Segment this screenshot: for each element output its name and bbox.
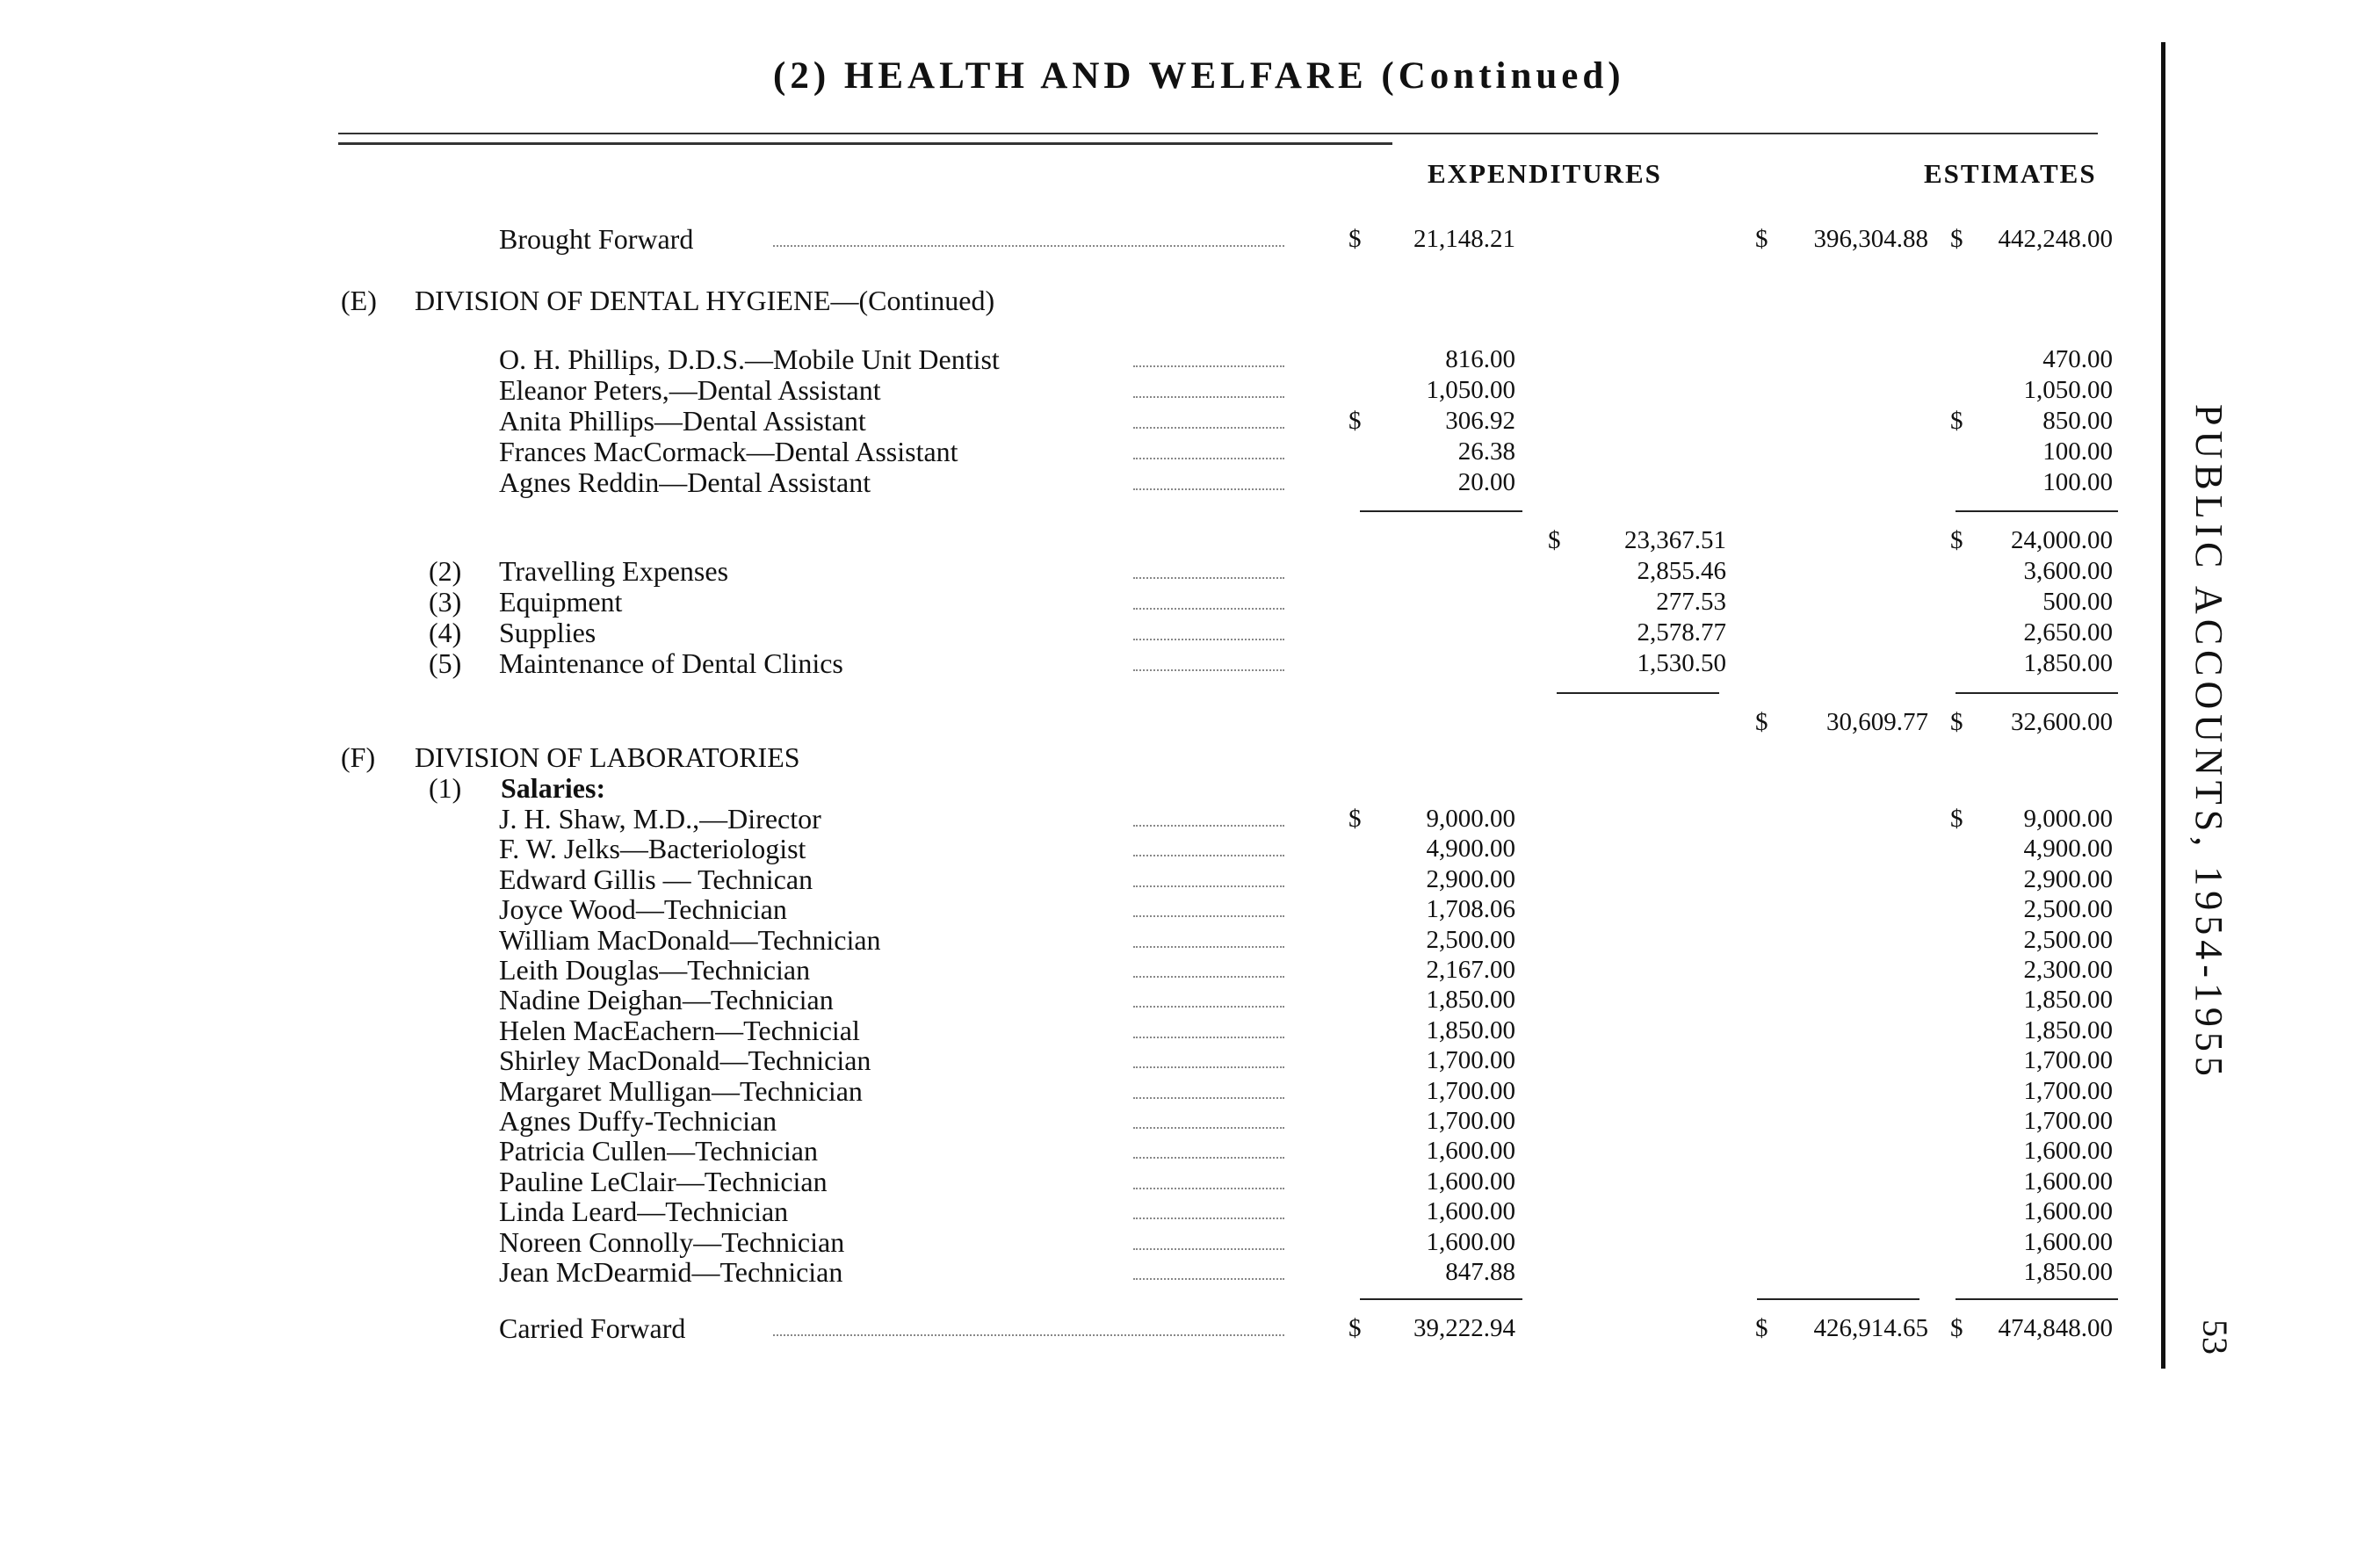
leader-dots xyxy=(1133,572,1284,579)
currency-sign: $ xyxy=(1348,225,1362,253)
exp-amount: 26.38 xyxy=(1457,437,1515,466)
currency-sign: $ xyxy=(1950,225,1963,253)
est-amount: 100.00 xyxy=(2042,468,2113,496)
leader-dots xyxy=(1133,1031,1284,1038)
sub-amount: 277.53 xyxy=(1656,588,1726,616)
staff-name: Helen MacEachern—Technicial xyxy=(499,1014,860,1046)
leader-dots xyxy=(1133,1092,1284,1099)
leader-dots xyxy=(1133,849,1284,856)
exp-amount: 1,700.00 xyxy=(1426,1076,1515,1105)
est-amount: 1,850.00 xyxy=(2023,649,2113,677)
staff-name: Pauline LeClair—Technician xyxy=(499,1165,828,1197)
est-amount: 1,700.00 xyxy=(2023,1076,2113,1105)
est-amount: 1,850.00 xyxy=(2023,1258,2113,1286)
staff-row xyxy=(0,344,2126,375)
expense-label: Maintenance of Dental Clinics xyxy=(499,647,843,679)
exp-amount: 1,600.00 xyxy=(1426,1137,1515,1166)
leader-dots xyxy=(1133,910,1284,917)
tot-amount: 30,609.77 xyxy=(1826,708,1928,736)
est-amount: 850.00 xyxy=(2042,407,2113,435)
item-number: (2) xyxy=(429,555,462,587)
staff-name: Nadine Deighan—Technician xyxy=(499,984,834,1016)
page-number: 53 xyxy=(2195,1319,2235,1355)
exp-amount: 1,700.00 xyxy=(1426,1107,1515,1135)
staff-row xyxy=(0,834,2126,864)
leader-dots xyxy=(1133,1001,1284,1008)
est-amount: 4,900.00 xyxy=(2023,835,2113,863)
salaries-subheader xyxy=(0,773,2126,804)
staff-row xyxy=(0,1136,2126,1167)
staff-row xyxy=(0,1227,2126,1258)
leader-dots xyxy=(1133,603,1284,610)
total-rule xyxy=(1360,1298,1522,1300)
staff-row xyxy=(0,1257,2126,1288)
currency-sign: $ xyxy=(1755,708,1768,736)
expense-label: Travelling Expenses xyxy=(499,555,729,587)
item-number: (3) xyxy=(429,586,462,618)
exp-amount: 1,600.00 xyxy=(1426,1197,1515,1226)
est-amount: 1,050.00 xyxy=(2023,376,2113,404)
est-amount: 3,600.00 xyxy=(2023,557,2113,585)
leader-dots xyxy=(1133,1182,1284,1189)
exp-amount: 1,600.00 xyxy=(1426,1227,1515,1256)
exp-amount: 1,708.06 xyxy=(1426,895,1515,924)
staff-row xyxy=(0,1045,2126,1076)
leader-dots xyxy=(1133,391,1284,398)
tot-amount: 426,914.65 xyxy=(1813,1314,1928,1342)
leader-dots xyxy=(1133,880,1284,887)
page-title: (2) HEALTH AND WELFARE (Continued) xyxy=(773,55,1625,97)
staff-name: Leith Douglas—Technician xyxy=(499,954,811,986)
brought-forward-label: Brought Forward xyxy=(499,223,694,255)
exp-amount: 39,222.94 xyxy=(1413,1314,1515,1342)
staff-row xyxy=(0,1015,2126,1046)
sub-amount: 2,578.77 xyxy=(1637,618,1726,647)
currency-sign: $ xyxy=(1348,407,1362,435)
exp-amount: 2,500.00 xyxy=(1426,925,1515,954)
currency-sign: $ xyxy=(1950,1314,1963,1342)
sub-amount: 1,530.50 xyxy=(1637,649,1726,677)
leader-dots xyxy=(1133,1122,1284,1129)
section-letter: (F) xyxy=(341,741,376,773)
item-number: (5) xyxy=(429,647,462,679)
staff-name: O. H. Phillips, D.D.S.—Mobile Unit Dentist xyxy=(499,343,1000,375)
staff-name: Eleanor Peters,—Dental Assistant xyxy=(499,374,881,406)
currency-sign: $ xyxy=(1348,805,1362,833)
staff-name: Margaret Mulligan—Technician xyxy=(499,1074,863,1107)
margin-rule xyxy=(2161,42,2165,1369)
est-amount: 32,600.00 xyxy=(2011,708,2113,736)
item-number: (4) xyxy=(429,617,462,648)
leader-dots xyxy=(1133,360,1284,367)
staff-row xyxy=(0,894,2126,925)
currency-sign: $ xyxy=(1950,407,1963,435)
est-amount: 2,500.00 xyxy=(2023,895,2113,924)
staff-name: Linda Leard—Technician xyxy=(499,1196,789,1228)
exp-amount: 1,600.00 xyxy=(1426,1167,1515,1196)
staff-row xyxy=(0,437,2126,467)
staff-row xyxy=(0,955,2126,986)
leader-dots xyxy=(1133,1273,1284,1280)
est-amount: 1,700.00 xyxy=(2023,1046,2113,1075)
est-amount: 1,600.00 xyxy=(2023,1137,2113,1166)
staff-name: Anita Phillips—Dental Assistant xyxy=(499,405,866,437)
est-amount: 24,000.00 xyxy=(2011,526,2113,554)
leader-dots xyxy=(1133,820,1284,827)
exp-amount: 4,900.00 xyxy=(1426,835,1515,863)
column-header-estimates: ESTIMATES xyxy=(1924,158,2097,189)
expense-row xyxy=(0,648,2126,679)
currency-sign: $ xyxy=(1755,1314,1768,1342)
staff-name: Noreen Connolly—Technician xyxy=(499,1225,845,1258)
leader-dots xyxy=(1133,452,1284,459)
leader-dots xyxy=(1133,483,1284,490)
total-rule xyxy=(1360,510,1522,512)
staff-name: Edward Gillis — Technican xyxy=(499,863,813,895)
currency-sign: $ xyxy=(1348,1314,1362,1342)
staff-row xyxy=(0,1167,2126,1197)
staff-row xyxy=(0,864,2126,895)
staff-name: J. H. Shaw, M.D.,—Director xyxy=(499,803,821,835)
staff-row xyxy=(0,925,2126,956)
running-header: PUBLIC ACCOUNTS, 1954-1955 xyxy=(2187,404,2230,1081)
est-amount: 9,000.00 xyxy=(2023,805,2113,833)
exp-amount: 2,167.00 xyxy=(1426,956,1515,984)
section-e-header xyxy=(0,285,2126,316)
expense-label: Supplies xyxy=(499,617,596,648)
est-amount: 470.00 xyxy=(2042,345,2113,373)
subsection-title: Salaries: xyxy=(501,772,606,804)
leader-dots xyxy=(1133,664,1284,671)
exp-amount: 20.00 xyxy=(1457,468,1515,496)
sub-amount: 23,367.51 xyxy=(1624,526,1726,554)
total-rule xyxy=(1956,692,2118,694)
total-rule xyxy=(1757,1298,1919,1300)
staff-name: Jean McDearmid—Technician xyxy=(499,1256,843,1288)
currency-sign: $ xyxy=(1755,225,1768,253)
section-e-total-row xyxy=(0,707,2126,738)
leader-dots xyxy=(1133,971,1284,978)
exp-amount: 847.88 xyxy=(1445,1258,1515,1286)
leader-dots xyxy=(1133,1061,1284,1068)
leader-dots xyxy=(773,240,1284,247)
est-amount: 1,700.00 xyxy=(2023,1107,2113,1135)
leader-dots xyxy=(1133,633,1284,640)
est-amount: 2,300.00 xyxy=(2023,956,2113,984)
leader-dots xyxy=(1133,1152,1284,1159)
staff-name: Agnes Reddin—Dental Assistant xyxy=(499,466,871,498)
leader-dots xyxy=(1133,1243,1284,1250)
expense-row xyxy=(0,618,2126,648)
staff-name: F. W. Jelks—Bacteriologist xyxy=(499,833,806,865)
est-amount: 2,500.00 xyxy=(2023,925,2113,954)
expense-row xyxy=(0,587,2126,618)
est-amount: 1,600.00 xyxy=(2023,1227,2113,1256)
est-amount: 1,600.00 xyxy=(2023,1197,2113,1226)
staff-row xyxy=(0,467,2126,498)
carried-forward-row xyxy=(0,1313,2126,1344)
staff-name: Shirley MacDonald—Technician xyxy=(499,1044,871,1077)
staff-row xyxy=(0,1196,2126,1227)
exp-amount: 1,850.00 xyxy=(1426,986,1515,1015)
currency-sign: $ xyxy=(1950,526,1963,554)
total-rule xyxy=(1956,510,2118,512)
exp-amount: 816.00 xyxy=(1445,345,1515,373)
salaries-total-row xyxy=(0,525,2126,556)
est-amount: 442,248.00 xyxy=(1998,225,2113,253)
staff-row xyxy=(0,406,2126,437)
exp-amount: 1,050.00 xyxy=(1426,376,1515,404)
total-rule xyxy=(1956,1298,2118,1300)
leader-dots xyxy=(773,1329,1284,1336)
sub-amount: 2,855.46 xyxy=(1637,557,1726,585)
leader-dots xyxy=(1133,422,1284,429)
staff-row xyxy=(0,1106,2126,1137)
exp-amount: 306.92 xyxy=(1445,407,1515,435)
section-f-header xyxy=(0,742,2126,773)
leader-dots xyxy=(1133,941,1284,948)
tot-amount: 396,304.88 xyxy=(1813,225,1928,253)
carried-forward-label: Carried Forward xyxy=(499,1312,686,1344)
expense-row xyxy=(0,556,2126,587)
exp-amount: 9,000.00 xyxy=(1426,805,1515,833)
est-amount: 2,900.00 xyxy=(2023,864,2113,893)
est-amount: 1,850.00 xyxy=(2023,1015,2113,1044)
currency-sign: $ xyxy=(1950,805,1963,833)
currency-sign: $ xyxy=(1548,526,1561,554)
staff-row xyxy=(0,804,2126,835)
exp-amount: 2,900.00 xyxy=(1426,864,1515,893)
title-rule xyxy=(338,133,2098,134)
est-amount: 100.00 xyxy=(2042,437,2113,466)
staff-row xyxy=(0,985,2126,1015)
staff-row xyxy=(0,375,2126,406)
est-amount: 474,848.00 xyxy=(1998,1314,2113,1342)
est-amount: 1,600.00 xyxy=(2023,1167,2113,1196)
section-title: DIVISION OF DENTAL HYGIENE—(Continued) xyxy=(415,285,995,316)
column-header-expenditures: EXPENDITURES xyxy=(1428,158,1662,189)
exp-amount: 21,148.21 xyxy=(1413,225,1515,253)
staff-row xyxy=(0,1076,2126,1107)
item-number: (1) xyxy=(429,772,462,804)
exp-amount: 1,850.00 xyxy=(1426,1015,1515,1044)
staff-name: Frances MacCormack—Dental Assistant xyxy=(499,436,958,467)
staff-name: William MacDonald—Technician xyxy=(499,923,881,956)
currency-sign: $ xyxy=(1950,708,1963,736)
section-title: DIVISION OF LABORATORIES xyxy=(415,741,800,773)
est-amount: 500.00 xyxy=(2042,588,2113,616)
brought-forward-row xyxy=(0,224,2126,255)
exp-amount: 1,700.00 xyxy=(1426,1046,1515,1075)
section-letter: (E) xyxy=(341,285,377,316)
leader-dots xyxy=(1133,1212,1284,1219)
est-amount: 2,650.00 xyxy=(2023,618,2113,647)
staff-name: Patricia Cullen—Technician xyxy=(499,1135,818,1167)
staff-name: Joyce Wood—Technician xyxy=(499,893,787,926)
est-amount: 1,850.00 xyxy=(2023,986,2113,1015)
total-rule xyxy=(1557,692,1719,694)
expense-label: Equipment xyxy=(499,586,623,618)
title-rule-secondary xyxy=(338,142,1392,145)
staff-name: Agnes Duffy-Technician xyxy=(499,1105,777,1137)
